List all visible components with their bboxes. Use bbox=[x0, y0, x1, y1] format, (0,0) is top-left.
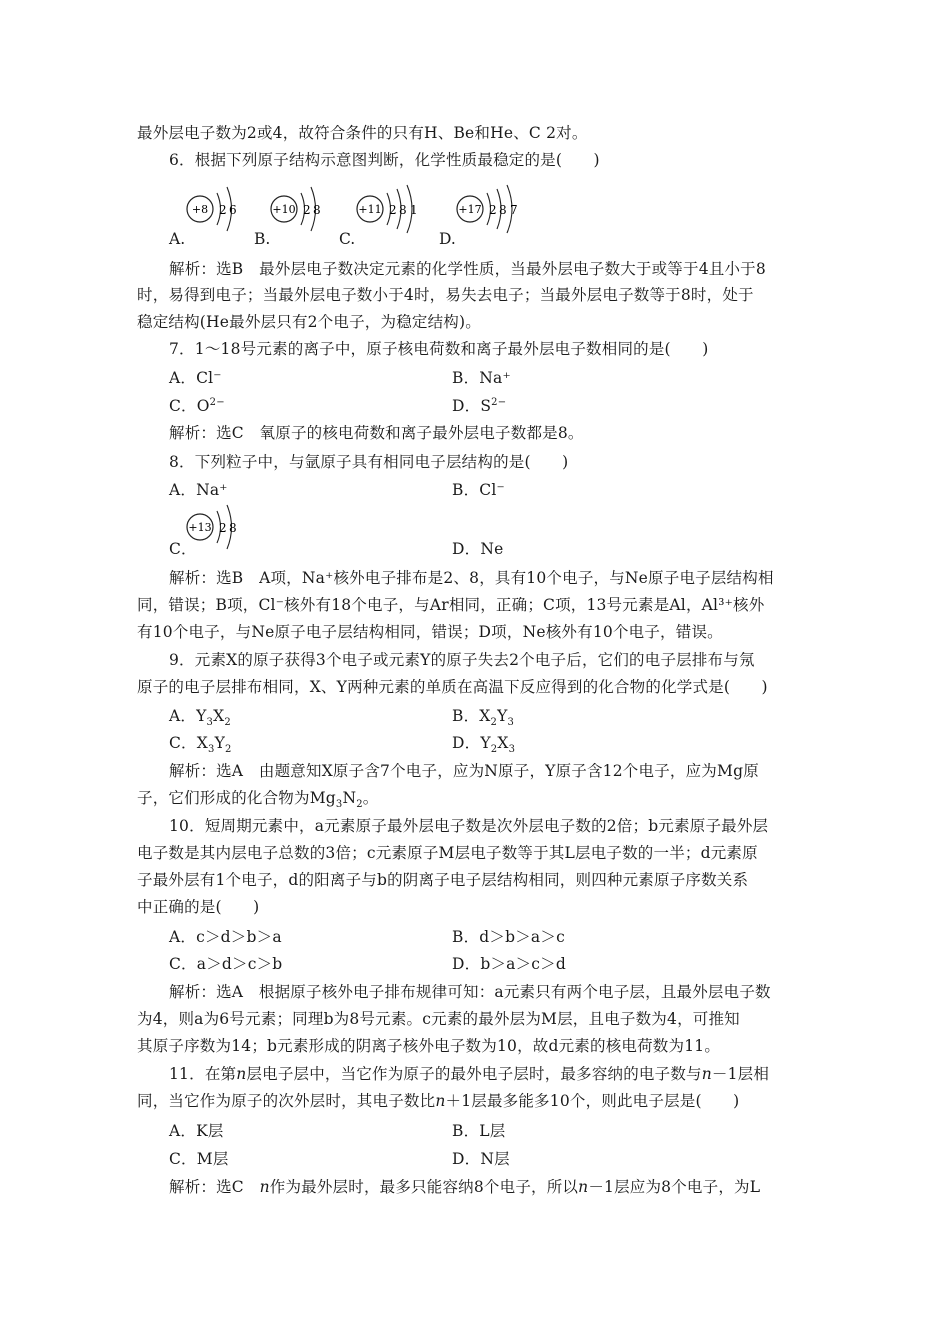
answer-10-line: 解析：选A 根据原子核外电子排布规律可知：a元素只有两个电子层，且最外层电子数 bbox=[169, 983, 771, 1001]
svg-text:8: 8 bbox=[499, 203, 507, 217]
q8-option-d: D．Ne bbox=[452, 540, 504, 558]
q11-option-d: D．N层 bbox=[452, 1150, 510, 1168]
svg-text:8: 8 bbox=[229, 521, 237, 535]
q7-option-d: D．$S^{2-}$ bbox=[452, 396, 507, 415]
question-11: 同，当它作为原子的次外层时，其电子数比n＋1层最多能多10个，则此电子层是( ) bbox=[137, 1092, 740, 1110]
svg-text:2: 2 bbox=[219, 521, 227, 535]
q10-option-c: C．a＞d＞c＞b bbox=[169, 955, 283, 973]
question-6: 6．根据下列原子结构示意图判断，化学性质最稳定的是( ) bbox=[169, 151, 600, 169]
answer-9-line: 子，它们形成的化合物为$Mg_3N_2$。 bbox=[137, 789, 379, 811]
svg-text:8: 8 bbox=[313, 203, 321, 217]
svg-text:+11: +11 bbox=[358, 203, 382, 216]
svg-text:7: 7 bbox=[510, 203, 518, 217]
q9-option-d: D．$Y_2X_3$ bbox=[452, 734, 516, 756]
svg-text:2: 2 bbox=[489, 203, 497, 217]
q7-option-c: C．$O^{2-}$ bbox=[169, 396, 225, 415]
atom-diagram-a bbox=[186, 183, 246, 235]
text-line: 最外层电子数为2或4，故符合条件的只有H、Be和He、C 2对。 bbox=[137, 124, 588, 142]
q9-option-a: A．$Y_3X_2$ bbox=[169, 707, 231, 729]
answer-9-line: 解析：选A 由题意知X原子含7个电子，应为N原子，Y原子含12个电子，应为Mg原 bbox=[169, 762, 759, 780]
q6-option-a-label: A. bbox=[169, 230, 186, 248]
svg-text:+13: +13 bbox=[188, 521, 212, 534]
q11-option-b: B．L层 bbox=[452, 1122, 506, 1140]
q6-option-c-label: C. bbox=[339, 230, 356, 248]
q10-option-b: B．d＞b＞a＞c bbox=[452, 928, 565, 946]
svg-text:+8: +8 bbox=[191, 203, 209, 216]
svg-text:2: 2 bbox=[219, 203, 227, 217]
question-10: 电子数是其内层电子总数的3倍；c元素原子M层电子数等于其L层电子数的一半；d元素原 bbox=[137, 844, 758, 862]
question-8: 8．下列粒子中，与氩原子具有相同电子层结构的是( ) bbox=[169, 453, 569, 471]
answer-6-line: 解析：选B 最外层电子数决定元素的化学性质，当最外层电子数大于或等于4且小于8 bbox=[169, 260, 766, 278]
svg-text:+10: +10 bbox=[272, 203, 296, 216]
answer-6-line: 时，易得到电子；当最外层电子数小于4时，易失去电子；当最外层电子数等于8时，处于 bbox=[137, 286, 754, 304]
q10-option-a: A．c＞d＞b＞a bbox=[169, 928, 282, 946]
svg-text:1: 1 bbox=[410, 203, 418, 217]
question-10: 子最外层有1个电子，d的阳离子与b的阴离子电子层结构相同，则四种元素原子序数关系 bbox=[137, 871, 749, 889]
answer-11-line: 解析：选C n作为最外层时，最多只能容纳8个电子，所以n－1层应为8个电子，为L bbox=[169, 1178, 761, 1196]
q10-option-d: D．b＞a＞c＞d bbox=[452, 955, 566, 973]
q11-option-a: A．K层 bbox=[169, 1122, 224, 1140]
svg-text:2: 2 bbox=[303, 203, 311, 217]
answer-8-line: 同，错误；B项，Cl⁻核外有18个电子，与Ar相同，正确；C项，13号元素是Al，Al³⁺核外 bbox=[137, 596, 765, 614]
answer-7-line: 解析：选C 氧原子的核电荷数和离子最外层电子数都是8。 bbox=[169, 424, 584, 442]
question-10: 中正确的是( ) bbox=[137, 898, 260, 916]
q6-option-b-label: B. bbox=[254, 230, 271, 248]
question-9: 9．元素X的原子获得3个电子或元素Y的原子失去2个电子后，它们的电子层排布与氖 bbox=[169, 651, 755, 669]
question-11: 11．在第n层电子层中，当它作为原子的最外电子层时，最多容纳的电子数与n－1层相 bbox=[169, 1065, 770, 1083]
q7-option-b: B．Na⁺ bbox=[452, 369, 511, 387]
q9-option-c: C．$X_3Y_2$ bbox=[169, 734, 232, 756]
q8-option-b: B．Cl⁻ bbox=[452, 481, 505, 499]
atom-diagram-d bbox=[456, 183, 528, 235]
atom-diagram-b bbox=[270, 183, 330, 235]
svg-text:6: 6 bbox=[229, 203, 237, 217]
question-10: 10．短周期元素中，a元素原子最外层电子数是次外层电子数的2倍；b元素原子最外层 bbox=[169, 817, 769, 835]
q6-option-d-label: D. bbox=[439, 230, 456, 248]
answer-6-line: 稳定结构(He最外层只有2个电子，为稳定结构)。 bbox=[137, 313, 481, 331]
answer-10-line: 其原子序数为14；b元素形成的阴离子核外电子数为10，故d元素的核电荷数为11。 bbox=[137, 1037, 721, 1055]
atom-diagram-c bbox=[356, 183, 428, 235]
svg-text:+17: +17 bbox=[458, 203, 482, 216]
q11-option-c: C．M层 bbox=[169, 1150, 229, 1168]
q8-option-c: C． bbox=[169, 540, 197, 558]
q8-option-a: A．Na⁺ bbox=[169, 481, 228, 499]
answer-8-line: 解析：选B A项，Na⁺核外电子排布是2、8，具有10个电子，与Ne原子电子层结构相 bbox=[169, 569, 774, 587]
question-7: 7．1～18号元素的离子中，原子核电荷数和离子最外层电子数相同的是( ) bbox=[169, 340, 709, 358]
answer-10-line: 为4，则a为6号元素；同理b为8号元素。c元素的最外层为M层，且电子数为4，可推知 bbox=[137, 1010, 740, 1028]
q7-option-a: A．Cl⁻ bbox=[169, 369, 222, 387]
svg-text:2: 2 bbox=[389, 203, 397, 217]
question-9: 原子的电子层排布相同，X、Y两种元素的单质在高温下反应得到的化合物的化学式是( ) bbox=[137, 678, 768, 696]
svg-text:8: 8 bbox=[399, 203, 407, 217]
q9-option-b: B．$X_2Y_3$ bbox=[452, 707, 515, 729]
answer-8-line: 有10个电子，与Ne原子电子层结构相同，错误；D项，Ne核外有10个电子，错误。 bbox=[137, 623, 723, 641]
